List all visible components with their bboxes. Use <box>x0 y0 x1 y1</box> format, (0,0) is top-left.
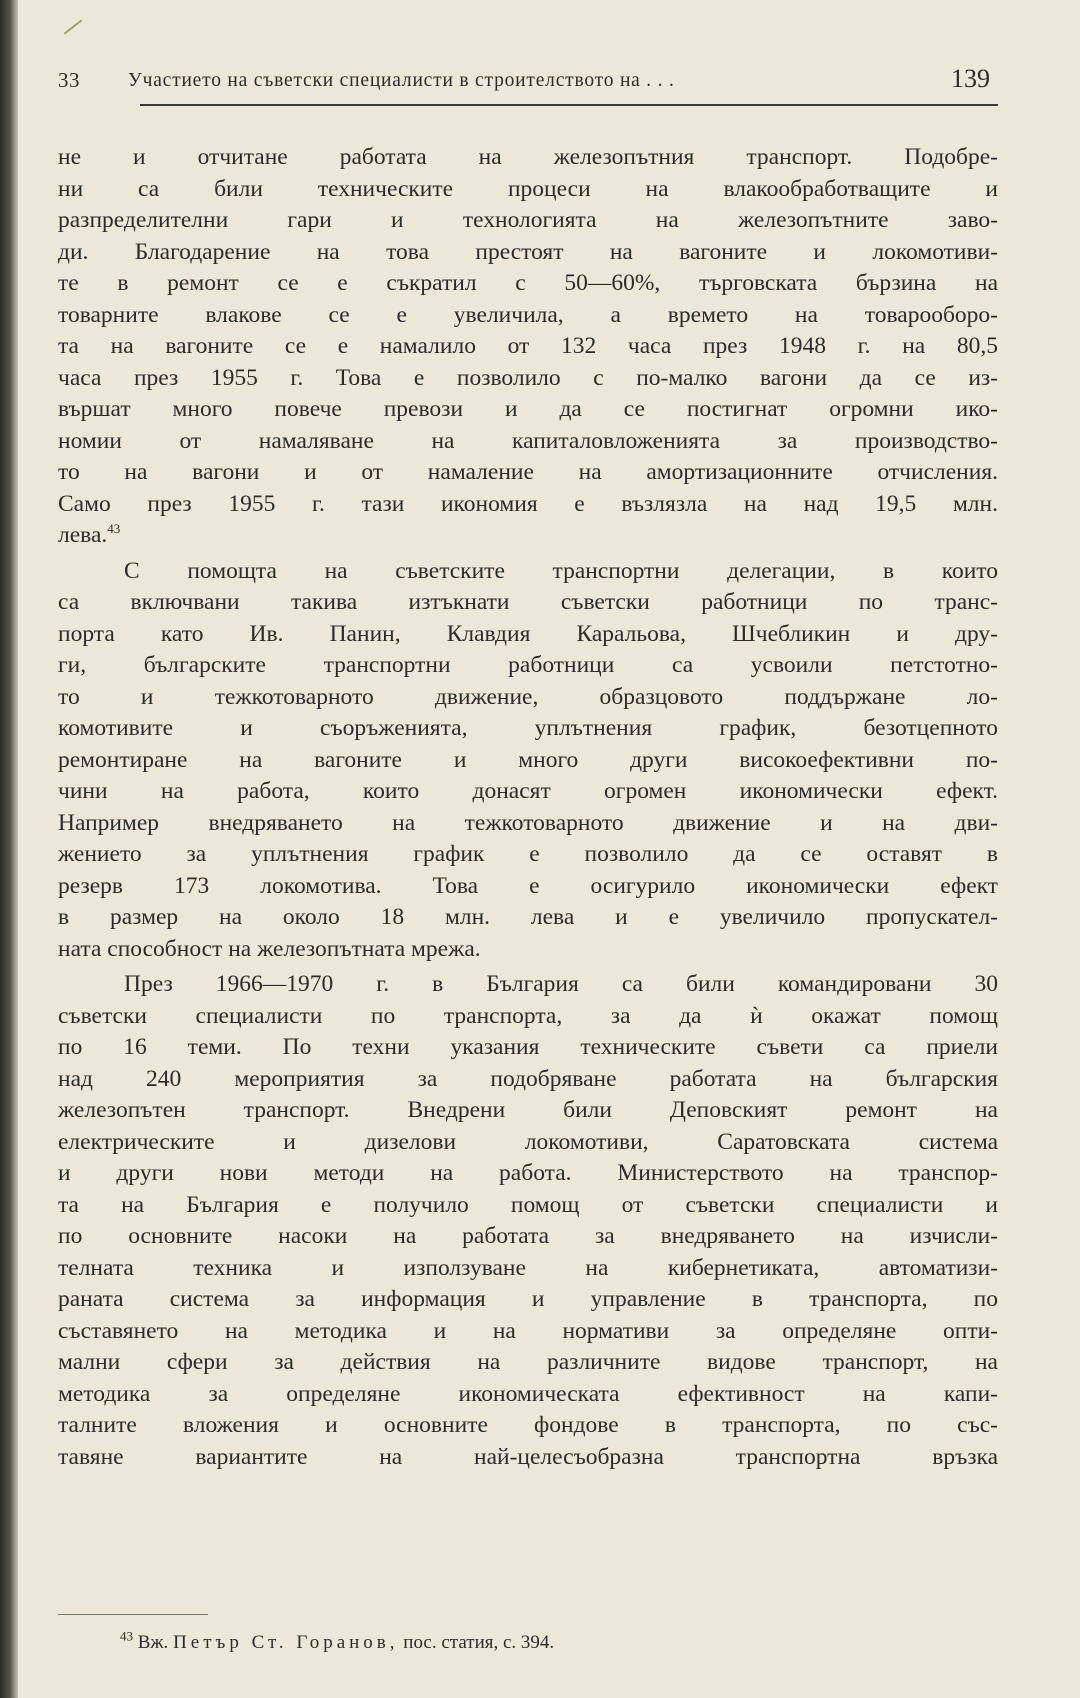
footnote-author: Петър Ст. Горанов, <box>173 1632 399 1653</box>
text-line-indented: През 1966—1970 г. в България са били командировани 30 <box>124 971 998 997</box>
text-line: не и отчитане работата на железопътния транспорт. Подобре- <box>58 144 998 170</box>
text-line: по основните насоки на работата за внедряването на изчисли- <box>58 1223 998 1249</box>
text-line: резерв 173 локомотива. Това е осигурило икономически ефект <box>58 872 998 899</box>
text-line: то на вагони и от намаление на амортизационните отчисления. <box>58 459 998 485</box>
paragraph-3 <box>58 969 998 1473</box>
text-line: часа през 1955 г. Това е позволило с по-малко вагони да се из- <box>58 364 998 391</box>
paragraph-1 <box>58 142 998 552</box>
book-spine-shadow <box>0 0 18 1698</box>
text-line-last: ната способност на железопътната мрежа. <box>58 935 481 962</box>
text-line: и други нови методи на работа. Министерството на транспор- <box>58 1160 998 1186</box>
text-line: ни са били техническите процеси на влакообработващите и <box>58 175 998 202</box>
text-line: те в ремонт се е съкратил с 50—60%, търговската бързина на <box>58 270 998 296</box>
text-line: ди. Благодарение на това престоят на вагоните и локомотиви- <box>58 238 998 265</box>
text-line: по 16 теми. По техни указания техническите съвети са приели <box>58 1034 998 1060</box>
text-line: то и тежкотоварното движение, образцовото поддържане ло- <box>58 683 998 710</box>
text-line: железопътен транспорт. Внедрени били Деповският ремонт на <box>58 1097 998 1123</box>
paragraph-2 <box>58 556 998 966</box>
text-line: съветски специалисти по транспорта, за да ѝ окажат помощ <box>58 1002 998 1029</box>
footnote <box>120 1628 555 1654</box>
text-line: раната система за информация и управление в транспорта, по <box>58 1286 998 1312</box>
footnote-number: 43 <box>120 1628 133 1644</box>
text-line: талните вложения и основните фондове в транспорта, по със- <box>58 1412 998 1438</box>
text-line: порта като Ив. Панин, Клавдия Каральова, Шчебликин и дру- <box>58 620 998 647</box>
text-line: вършат много повече превози и да се постигнат огромни ико- <box>58 396 998 422</box>
header-rule <box>140 104 998 106</box>
text-line: съставянето на методика и на нормативи за определяне опти- <box>58 1317 998 1344</box>
text-line: са включвани такива изтъкнати съветски работници по транс- <box>58 589 998 615</box>
text-line: мални сфери за действия на различните видове транспорт, на <box>58 1349 998 1375</box>
text-line-indented: С помощта на съветските транспортни делегации, в които <box>124 557 998 584</box>
text-line: номии от намаляване на капиталовложенията за производство- <box>58 427 998 454</box>
text-line-content: лева. <box>58 522 108 548</box>
page-number: 139 <box>951 64 990 93</box>
text-line: Само през 1955 г. тази икономия е възлязла на над 19,5 млн. <box>58 490 998 517</box>
text-line: та на България е получило помощ от съветски специалисти и <box>58 1191 998 1218</box>
footnote-abbr: Вж. <box>137 1632 169 1653</box>
text-line: телната техника и използуване на кибернетиката, автоматизи- <box>58 1254 998 1281</box>
pencil-mark <box>64 19 83 34</box>
text-line: ги, българските транспортни работници са усвоили петстотно- <box>58 652 998 678</box>
text-line: жението за уплътнения график е позволило да се оставят в <box>58 841 998 867</box>
text-line: електрическите и дизелови локомотиви, Саратовската система <box>58 1128 998 1155</box>
chapter-number: 33 <box>58 68 80 92</box>
text-line: комотивите и съоръженията, уплътнения график, безотцепното <box>58 715 998 741</box>
text-line: ремонтиране на вагоните и много други високоефективни по- <box>58 746 998 773</box>
body-text <box>58 142 998 1473</box>
text-line: разпределителни гари и технологията на железопътните заво- <box>58 207 998 233</box>
text-line: тавяне вариантите на най-целесъобразна транспортна връзка <box>58 1443 998 1470</box>
footnote-source: пос. статия, с. 394. <box>403 1632 555 1653</box>
running-title: Участието на съветски специалисти в строителството на . . . <box>128 70 675 91</box>
text-line: над 240 мероприятия за подобряване работата на българския <box>58 1065 998 1092</box>
running-header <box>58 62 998 106</box>
text-line: чини на работа, които донасят огромен икономически ефект. <box>58 778 998 804</box>
footnote-separator <box>58 1614 208 1615</box>
footnote-reference[interactable]: 43 <box>107 521 121 537</box>
text-line: та на вагоните се е намалило от 132 часа през 1948 г. на 80,5 <box>58 333 998 359</box>
text-line-last <box>58 520 998 552</box>
text-line: товарните влакове се е увеличила, а времето на товарооборо- <box>58 301 998 328</box>
text-line: в размер на около 18 млн. лева и е увеличило пропускател- <box>58 904 998 930</box>
text-line: методика за определяне икономическата ефективност на капи- <box>58 1380 998 1407</box>
text-line: Например внедряването на тежкотоварното движение и на дви- <box>58 809 998 836</box>
